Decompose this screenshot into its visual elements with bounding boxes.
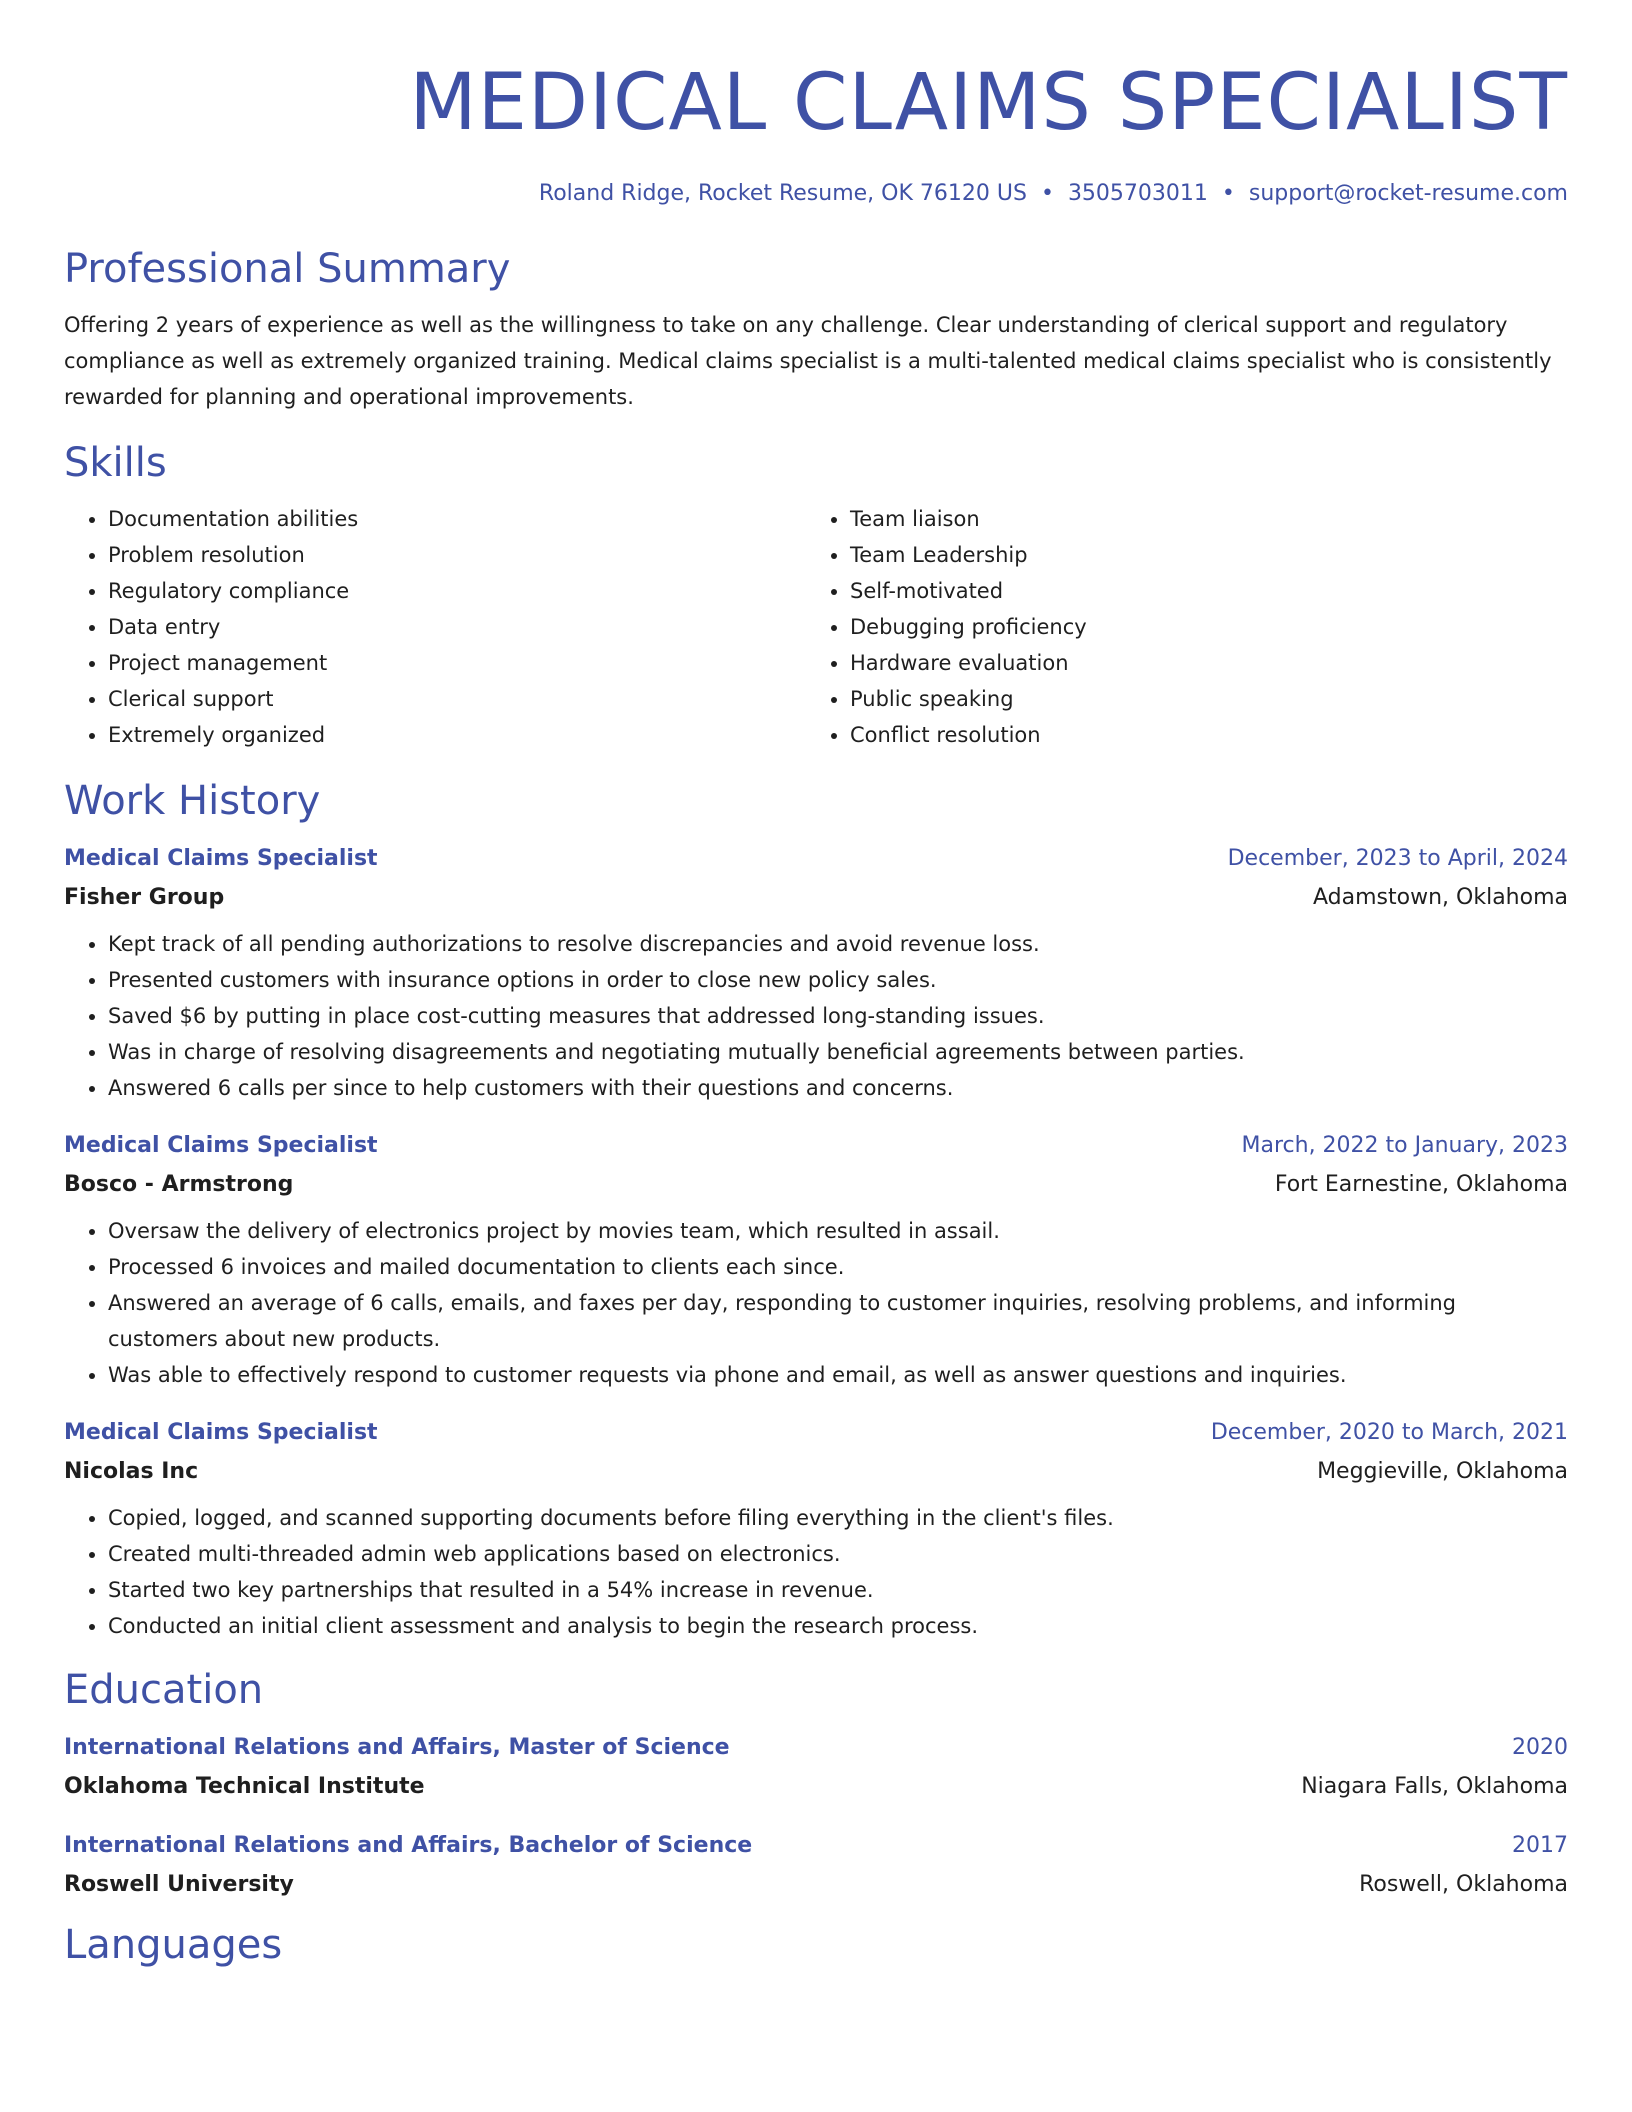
skill-item: • Data entry: [108, 609, 806, 645]
job-dates: December, 2020 to March, 2021: [1210, 1420, 1568, 1445]
job-bullets: [64, 1500, 1568, 1644]
job-company: Fisher Group: [64, 885, 225, 910]
job-subheader: [64, 884, 1568, 912]
languages-section: [64, 1921, 1568, 1969]
section-title-work-history: Work History: [64, 778, 321, 824]
job-location: Fort Earnestine, Oklahoma: [1274, 1172, 1568, 1197]
job-bullet: • Oversaw the delivery of electronics project by movies team, which resulted in assail.: [108, 1213, 1568, 1249]
job-title: Medical Claims Specialist: [64, 1133, 378, 1158]
education-location: Roswell, Oklahoma: [1359, 1872, 1568, 1897]
job-bullets: [64, 926, 1568, 1106]
job-bullet: • Started two key partnerships that resulted in a 54% increase in revenue.: [108, 1572, 1568, 1608]
job-title: Medical Claims Specialist: [64, 1420, 378, 1445]
job-entry: [64, 1132, 1568, 1393]
skill-item: • Extremely organized: [108, 717, 806, 753]
job-bullet: • Answered an average of 6 calls, emails, and faxes per day, responding to customer inquiries, resolving problems, and informing customers about new products.: [108, 1285, 1568, 1357]
skill-item: • Team liaison: [850, 501, 1548, 537]
contact-separator: •: [1040, 181, 1054, 206]
job-location: Meggieville, Oklahoma: [1317, 1459, 1568, 1484]
job-bullet: • Was able to effectively respond to customer requests via phone and email, as well as answer questions and inquiries.: [108, 1357, 1568, 1393]
education-year: 2017: [1512, 1833, 1568, 1858]
job-bullet: • Created multi-threaded admin web applications based on electronics.: [108, 1536, 1568, 1572]
skill-item: • Regulatory compliance: [108, 573, 806, 609]
job-dates: December, 2023 to April, 2024: [1227, 846, 1568, 871]
job-bullet: • Copied, logged, and scanned supporting documents before filing everything in the client's files.: [108, 1500, 1568, 1536]
skills-grid: [64, 501, 1568, 753]
contact-line: [64, 180, 1568, 208]
skill-item: • Conflict resolution: [850, 717, 1548, 753]
contact-address: Roland Ridge, Rocket Resume, OK 76120 US: [538, 181, 1027, 206]
job-bullet: • Answered 6 calls per since to help customers with their questions and concerns.: [108, 1070, 1568, 1106]
job-entry: [64, 845, 1568, 1106]
education-degree: International Relations and Affairs, Master of Science: [64, 1735, 730, 1760]
summary-text: Offering 2 years of experience as well as the willingness to take on any challenge. Clear understanding of clerical support and regulatory compliance as well as extremely organized training. Medical claims specialist is a multi-talented medical claims specialist who is consistently rewarded for planning and operational improvements.: [64, 313, 1552, 409]
job-bullet: • Saved $6 by putting in place cost-cutting measures that addressed long-standing issues.: [108, 998, 1568, 1034]
skills-column-left: [64, 501, 806, 753]
skill-item: • Public speaking: [850, 681, 1548, 717]
contact-phone: 3505703011: [1067, 181, 1208, 206]
education-header: [64, 1734, 1568, 1762]
summary-section: [64, 245, 1568, 415]
job-bullet: • Presented customers with insurance options in order to close new policy sales.: [108, 962, 1568, 998]
education-year: 2020: [1512, 1735, 1568, 1760]
job-header: [64, 845, 1568, 873]
skill-item: • Team Leadership: [850, 537, 1548, 573]
education-school: Oklahoma Technical Institute: [64, 1774, 425, 1799]
section-title-summary: Professional Summary: [64, 246, 511, 292]
education-header: [64, 1832, 1568, 1860]
skills-column-right: [806, 501, 1548, 753]
education-subheader: [64, 1871, 1568, 1899]
job-company: Nicolas Inc: [64, 1459, 199, 1484]
education-entry: [64, 1832, 1568, 1899]
job-bullet: • Kept track of all pending authorizations to resolve discrepancies and avoid revenue loss.: [108, 926, 1568, 962]
skill-item: • Hardware evaluation: [850, 645, 1548, 681]
job-bullets: [64, 1213, 1568, 1393]
job-header: [64, 1419, 1568, 1447]
education-location: Niagara Falls, Oklahoma: [1301, 1774, 1568, 1799]
job-entry: [64, 1419, 1568, 1644]
job-company: Bosco - Armstrong: [64, 1172, 294, 1197]
job-bullet: • Processed 6 invoices and mailed documentation to clients each since.: [108, 1249, 1568, 1285]
section-title-languages: Languages: [64, 1922, 283, 1968]
section-title-skills: Skills: [64, 440, 167, 486]
skill-item: • Problem resolution: [108, 537, 806, 573]
education-school: Roswell University: [64, 1872, 294, 1897]
skill-item: • Self-motivated: [850, 573, 1548, 609]
job-bullet: • Conducted an initial client assessment and analysis to begin the research process.: [108, 1608, 1568, 1644]
job-subheader: [64, 1171, 1568, 1199]
resume-title: MEDICAL CLAIMS SPECIALIST: [409, 58, 1568, 148]
skill-item: • Project management: [108, 645, 806, 681]
contact-separator: •: [1221, 181, 1235, 206]
job-header: [64, 1132, 1568, 1160]
resume-page: [64, 0, 1568, 1969]
job-subheader: [64, 1458, 1568, 1486]
job-bullet: • Was in charge of resolving disagreements and negotiating mutually beneficial agreements between parties.: [108, 1034, 1568, 1070]
job-title: Medical Claims Specialist: [64, 846, 378, 871]
education-subheader: [64, 1773, 1568, 1801]
work-history-section: [64, 777, 1568, 1644]
education-entry: [64, 1734, 1568, 1801]
education-degree: International Relations and Affairs, Bachelor of Science: [64, 1833, 753, 1858]
education-section: [64, 1666, 1568, 1899]
job-location: Adamstown, Oklahoma: [1313, 885, 1568, 910]
job-dates: March, 2022 to January, 2023: [1241, 1133, 1568, 1158]
skills-section: [64, 439, 1568, 753]
skill-item: • Documentation abilities: [108, 501, 806, 537]
contact-email[interactable]: support@rocket-resume.com: [1248, 181, 1568, 206]
skill-item: • Debugging proficiency: [850, 609, 1548, 645]
section-title-education: Education: [64, 1667, 264, 1713]
skill-item: • Clerical support: [108, 681, 806, 717]
